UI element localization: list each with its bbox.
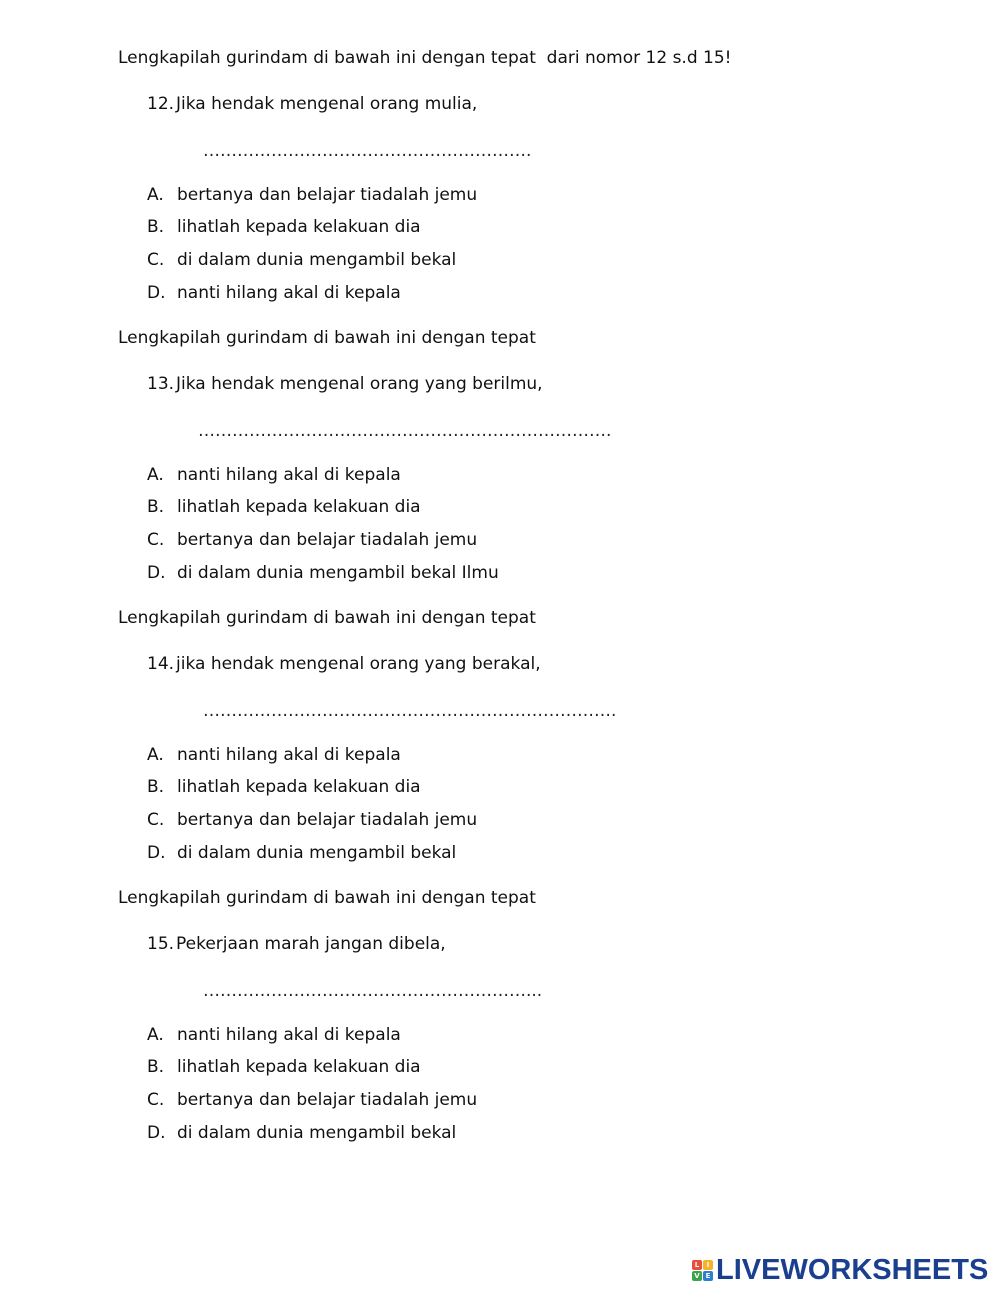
logo-tile: E bbox=[703, 1271, 713, 1281]
option-text[interactable]: bertanya dan belajar tiadalah jemu bbox=[177, 810, 478, 830]
answer-blank-15[interactable]: …………………………………………………... bbox=[203, 981, 543, 1001]
option-text[interactable]: nanti hilang akal di kepala bbox=[177, 745, 401, 765]
option-letter[interactable]: A. bbox=[147, 465, 164, 485]
option-text[interactable]: lihatlah kepada kelakuan dia bbox=[177, 1057, 421, 1077]
logo-tile: I bbox=[703, 1260, 713, 1270]
option-letter[interactable]: C. bbox=[147, 810, 165, 830]
option-letter[interactable]: A. bbox=[147, 1025, 164, 1045]
option-letter[interactable]: D. bbox=[147, 843, 166, 863]
option-text[interactable]: di dalam dunia mengambil bekal bbox=[177, 250, 457, 270]
option-text[interactable]: lihatlah kepada kelakuan dia bbox=[177, 217, 421, 237]
answer-blank-12[interactable]: …………………………………………………. bbox=[203, 141, 532, 161]
option-text[interactable]: di dalam dunia mengambil bekal bbox=[177, 1123, 457, 1143]
question-number-14: 14. bbox=[147, 654, 175, 674]
option-letter[interactable]: D. bbox=[147, 283, 166, 303]
option-letter[interactable]: D. bbox=[147, 563, 166, 583]
option-text[interactable]: di dalam dunia mengambil bekal bbox=[177, 843, 457, 863]
option-text[interactable]: di dalam dunia mengambil bekal Ilmu bbox=[177, 563, 499, 583]
question-number-12: 12. bbox=[147, 94, 175, 114]
option-text[interactable]: nanti hilang akal di kepala bbox=[177, 465, 401, 485]
option-letter[interactable]: A. bbox=[147, 745, 164, 765]
option-text[interactable]: lihatlah kepada kelakuan dia bbox=[177, 777, 421, 797]
logo-tile: V bbox=[692, 1271, 702, 1281]
option-text[interactable]: nanti hilang akal di kepala bbox=[177, 1025, 401, 1045]
question-text-14: jika hendak mengenal orang yang berakal, bbox=[176, 654, 541, 674]
option-letter[interactable]: C. bbox=[147, 250, 165, 270]
option-text[interactable]: nanti hilang akal di kepala bbox=[177, 283, 401, 303]
option-letter[interactable]: C. bbox=[147, 1090, 165, 1110]
logo-tiles-icon bbox=[692, 1260, 713, 1281]
instruction-q15: Lengkapilah gurindam di bawah ini dengan tepat bbox=[118, 888, 536, 908]
logo-tile: L bbox=[692, 1260, 702, 1270]
option-letter[interactable]: D. bbox=[147, 1123, 166, 1143]
option-text[interactable]: bertanya dan belajar tiadalah jemu bbox=[177, 530, 478, 550]
option-letter[interactable]: B. bbox=[147, 497, 165, 517]
question-text-12: Jika hendak mengenal orang mulia, bbox=[176, 94, 478, 114]
option-letter[interactable]: B. bbox=[147, 217, 165, 237]
option-letter[interactable]: B. bbox=[147, 777, 165, 797]
option-text[interactable]: lihatlah kepada kelakuan dia bbox=[177, 497, 421, 517]
instruction-q12: Lengkapilah gurindam di bawah ini dengan tepat dari nomor 12 s.d 15! bbox=[118, 48, 732, 68]
option-letter[interactable]: C. bbox=[147, 530, 165, 550]
option-text[interactable]: bertanya dan belajar tiadalah jemu bbox=[177, 1090, 478, 1110]
question-text-13: Jika hendak mengenal orang yang berilmu, bbox=[176, 374, 543, 394]
instruction-q14: Lengkapilah gurindam di bawah ini dengan tepat bbox=[118, 608, 536, 628]
option-letter[interactable]: A. bbox=[147, 185, 164, 205]
option-letter[interactable]: B. bbox=[147, 1057, 165, 1077]
option-text[interactable]: bertanya dan belajar tiadalah jemu bbox=[177, 185, 478, 205]
logo-wordmark: LIVEWORKSHEETS bbox=[716, 1253, 989, 1286]
question-text-15: Pekerjaan marah jangan dibela, bbox=[176, 934, 446, 954]
liveworksheets-logo bbox=[692, 1255, 988, 1285]
instruction-q13: Lengkapilah gurindam di bawah ini dengan tepat bbox=[118, 328, 536, 348]
question-number-15: 15. bbox=[147, 934, 175, 954]
answer-blank-13[interactable]: ………………………………………………………………. bbox=[198, 421, 612, 441]
question-number-13: 13. bbox=[147, 374, 175, 394]
answer-blank-14[interactable]: ………………………………………………………………. bbox=[203, 701, 617, 721]
